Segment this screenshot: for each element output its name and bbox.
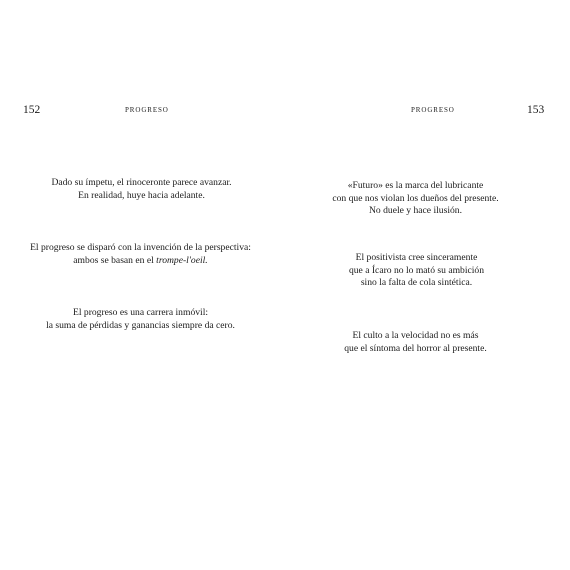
aphorism-line: El culto a la velocidad no es más [352, 330, 479, 341]
page-number: 152 [23, 104, 41, 116]
aphorism-line: No duele y hace ilusión. [369, 205, 462, 216]
aphorism [273, 180, 558, 218]
running-head: PROGRESO [125, 106, 169, 114]
aphorism-line [0, 255, 283, 268]
aphorism [0, 242, 283, 267]
right-page [285, 0, 570, 570]
italic-term: trompe-l'oeil. [156, 254, 208, 266]
page-number: 153 [527, 104, 545, 116]
running-head: PROGRESO [411, 106, 455, 114]
aphorism-line: sino la falta de cola sintética. [360, 277, 473, 288]
aphorism-line: El positivista cree sinceramente [355, 252, 478, 263]
aphorism [274, 252, 559, 290]
aphorism-line-text: ambos se basan en el [73, 254, 157, 266]
aphorism [273, 330, 558, 355]
aphorism-line: «Futuro» es la marca del lubricante [347, 180, 484, 191]
aphorism-line: la suma de pérdidas y ganancias siempre da cero. [46, 319, 235, 331]
aphorism-line: con que nos violan los dueños del presente. [332, 192, 499, 204]
aphorism-line: que a Ícaro no lo mató su ambición [348, 264, 485, 276]
aphorism [0, 307, 283, 332]
aphorism-line: En realidad, huye hacia adelante. [78, 189, 205, 201]
aphorism-line: El progreso se disparó con la invención de la perspectiva: [30, 242, 251, 253]
aphorism-line: Dado su ímpetu, el rinoceronte parece avanzar. [51, 177, 232, 188]
aphorism-line: que el síntoma del horror al presente. [344, 342, 487, 354]
aphorism [0, 177, 284, 202]
aphorism-line: El progreso es una carrera inmóvil: [72, 307, 209, 318]
